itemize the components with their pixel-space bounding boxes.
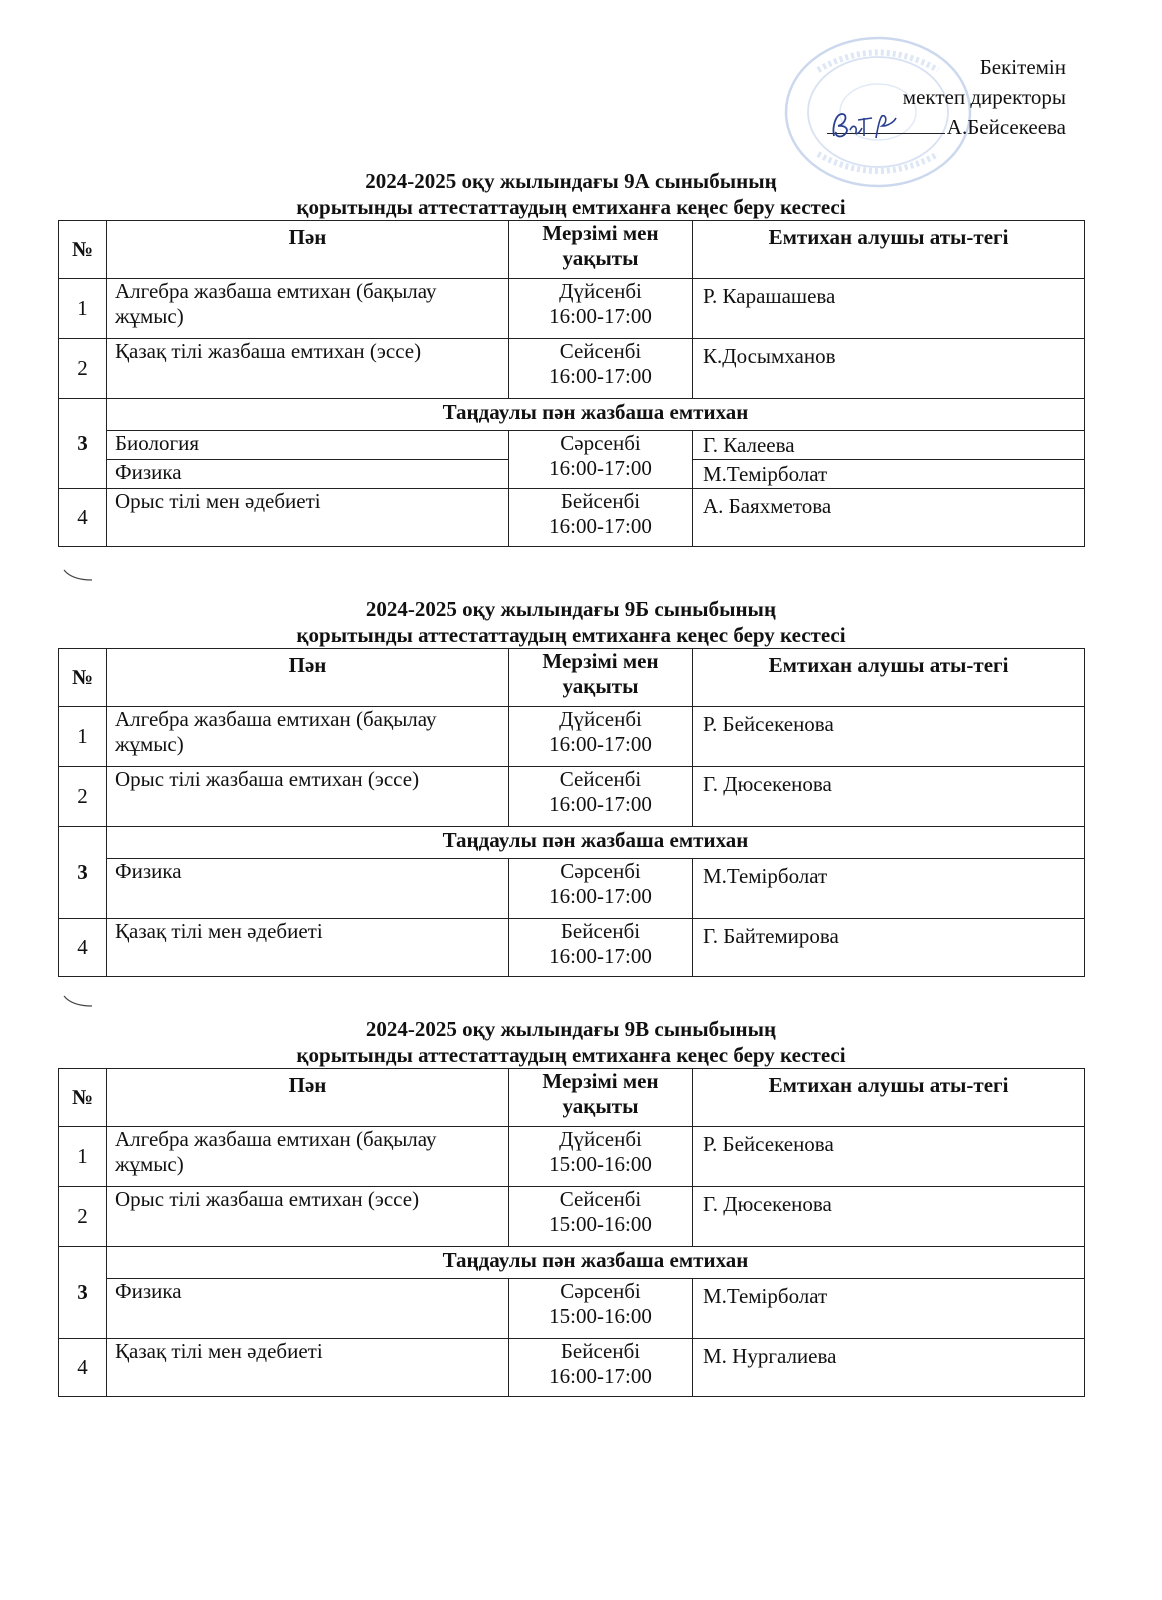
section-title-line1: 2024-2025 оқу жылындағы 9Б сыныбының: [365, 597, 777, 621]
row-subject: Физика: [107, 1279, 509, 1339]
row-subject: Орыс тілі жазбаша емтихан (эссе): [107, 1187, 509, 1247]
elective-header-row: [59, 827, 1085, 859]
row-examiner: К.Досымханов: [693, 339, 1085, 399]
row-time: 15:00-16:00: [549, 1212, 652, 1236]
schedule-section-9b: [58, 596, 1084, 977]
header-subject: Пән: [107, 221, 509, 279]
elective-label: Таңдаулы пән жазбаша емтихан: [107, 399, 1085, 431]
header-subject: Пән: [107, 1069, 509, 1127]
table-row: [59, 767, 1085, 827]
row-date-time: [509, 707, 693, 767]
table-row: [59, 1339, 1085, 1397]
row-time: 16:00-17:00: [549, 732, 652, 756]
elective-label: Таңдаулы пән жазбаша емтихан: [107, 1247, 1085, 1279]
row-number: 1: [59, 707, 107, 767]
row-number: 4: [59, 919, 107, 977]
row-date-time: [509, 431, 693, 489]
table-row: [59, 339, 1085, 399]
row-time: 16:00-17:00: [549, 304, 652, 328]
row-examiner: Р. Бейсекенова: [693, 1127, 1085, 1187]
elective-label: Таңдаулы пән жазбаша емтихан: [107, 827, 1085, 859]
row-time: 15:00-16:00: [549, 1304, 652, 1328]
row-day: Сейсенбі: [559, 339, 642, 363]
table-row: [59, 919, 1085, 977]
row-time: 16:00-17:00: [549, 456, 652, 480]
row-date-time: [509, 1127, 693, 1187]
row-time: 16:00-17:00: [549, 884, 652, 908]
row-time: 16:00-17:00: [549, 792, 652, 816]
row-day: Сейсенбі: [559, 1187, 642, 1211]
row-date-time: [509, 919, 693, 977]
row-examiner: М. Нургалиева: [693, 1339, 1085, 1397]
row-subject: Алгебра жазбаша емтихан (бақылау жұмыс): [107, 707, 509, 767]
elective-header-row: [59, 399, 1085, 431]
row-date-time: [509, 767, 693, 827]
schedule-table-9v: [58, 1068, 1085, 1397]
row-time: 16:00-17:00: [549, 514, 652, 538]
schedule-section-9v: [58, 1016, 1084, 1397]
row-day: Дүйсенбі: [559, 1127, 642, 1151]
row-subject: Биология: [107, 431, 509, 460]
row-number: 2: [59, 1187, 107, 1247]
schedule-table-9a: [58, 220, 1085, 547]
section-title-line2: қорытынды аттестаттаудың емтиханға кеңес беру кестесі: [296, 195, 846, 219]
row-examiner: Г. Калеева: [693, 431, 1085, 460]
table-row: [59, 489, 1085, 547]
row-date-time: [509, 489, 693, 547]
table-row: [59, 1279, 1085, 1339]
row-subject: Физика: [107, 859, 509, 919]
row-day: Бейсенбі: [560, 1339, 641, 1363]
header-subject: Пән: [107, 649, 509, 707]
row-date-time: [509, 279, 693, 339]
row-subject: Алгебра жазбаша емтихан (бақылау жұмыс): [107, 1127, 509, 1187]
scan-mark: [62, 568, 94, 582]
row-subject: Орыс тілі жазбаша емтихан (эссе): [107, 767, 509, 827]
row-subject: Орыс тілі мен әдебиеті: [107, 489, 509, 547]
header-number: №: [59, 649, 107, 707]
header-examiner: Емтихан алушы аты-тегі: [693, 1069, 1085, 1127]
row-number: 3: [59, 1247, 107, 1339]
row-number: 2: [59, 767, 107, 827]
row-time: 16:00-17:00: [549, 944, 652, 968]
row-day: Сәрсенбі: [560, 859, 641, 883]
row-examiner: Г. Дюсекенова: [693, 1187, 1085, 1247]
row-number: 3: [59, 827, 107, 919]
header-number: №: [59, 221, 107, 279]
row-date-time: [509, 1187, 693, 1247]
row-subject: Қазақ тілі жазбаша емтихан (эссе): [107, 339, 509, 399]
row-time: 16:00-17:00: [549, 364, 652, 388]
row-examiner: М.Темірболат: [693, 859, 1085, 919]
table-row: [59, 279, 1085, 339]
section-title-line2: қорытынды аттестаттаудың емтиханға кеңес беру кестесі: [296, 623, 846, 647]
header-date-time: Мерзімі мен уақыты: [509, 1069, 693, 1127]
row-number: 4: [59, 1339, 107, 1397]
section-title-line2: қорытынды аттестаттаудың емтиханға кеңес беру кестесі: [296, 1043, 846, 1067]
header-date-time: Мерзімі мен уақыты: [509, 221, 693, 279]
row-day: Дүйсенбі: [559, 279, 642, 303]
row-date-time: [509, 1279, 693, 1339]
row-number: 4: [59, 489, 107, 547]
director-signature: [826, 108, 906, 142]
row-examiner: М.Темірболат: [693, 460, 1085, 489]
row-time: 16:00-17:00: [549, 1364, 652, 1388]
table-row: [59, 1127, 1085, 1187]
approval-heading: Бекітемін: [979, 55, 1066, 79]
table-row: [59, 859, 1085, 919]
row-day: Бейсенбі: [560, 919, 641, 943]
section-title-line1: 2024-2025 оқу жылындағы 9В сыныбының: [365, 1017, 777, 1041]
table-header-row: [59, 221, 1085, 279]
table-row: [59, 1187, 1085, 1247]
director-name: А.Бейсекеева: [946, 115, 1066, 139]
scan-mark: [62, 994, 94, 1008]
table-row: [59, 431, 1085, 460]
schedule-section-9a: [58, 168, 1084, 547]
row-time: 15:00-16:00: [549, 1152, 652, 1176]
row-day: Бейсенбі: [560, 489, 641, 513]
header-date-time: Мерзімі мен уақыты: [509, 649, 693, 707]
schedule-table-9b: [58, 648, 1085, 977]
row-number: 3: [59, 399, 107, 489]
row-date-time: [509, 339, 693, 399]
row-subject: Қазақ тілі мен әдебиеті: [107, 919, 509, 977]
section-title-line1: 2024-2025 оқу жылындағы 9А сыныбының: [365, 169, 777, 193]
table-header-row: [59, 1069, 1085, 1127]
row-date-time: [509, 859, 693, 919]
header-examiner: Емтихан алушы аты-тегі: [693, 649, 1085, 707]
row-examiner: М.Темірболат: [693, 1279, 1085, 1339]
row-number: 2: [59, 339, 107, 399]
row-day: Сәрсенбі: [560, 1279, 641, 1303]
header-examiner: Емтихан алушы аты-тегі: [693, 221, 1085, 279]
row-subject: Физика: [107, 460, 509, 489]
row-day: Сейсенбі: [559, 767, 642, 791]
row-examiner: А. Баяхметова: [693, 489, 1085, 547]
row-subject: Қазақ тілі мен әдебиеті: [107, 1339, 509, 1397]
row-number: 1: [59, 279, 107, 339]
row-examiner: Р. Карашашева: [693, 279, 1085, 339]
row-examiner: Р. Бейсекенова: [693, 707, 1085, 767]
row-day: Сәрсенбі: [560, 431, 641, 455]
approval-position: мектеп директоры: [902, 85, 1066, 109]
row-day: Дүйсенбі: [559, 707, 642, 731]
row-subject: Алгебра жазбаша емтихан (бақылау жұмыс): [107, 279, 509, 339]
table-header-row: [59, 649, 1085, 707]
header-number: №: [59, 1069, 107, 1127]
table-row: [59, 707, 1085, 767]
row-date-time: [509, 1339, 693, 1397]
row-examiner: Г. Дюсекенова: [693, 767, 1085, 827]
row-examiner: Г. Байтемирова: [693, 919, 1085, 977]
elective-header-row: [59, 1247, 1085, 1279]
row-number: 1: [59, 1127, 107, 1187]
